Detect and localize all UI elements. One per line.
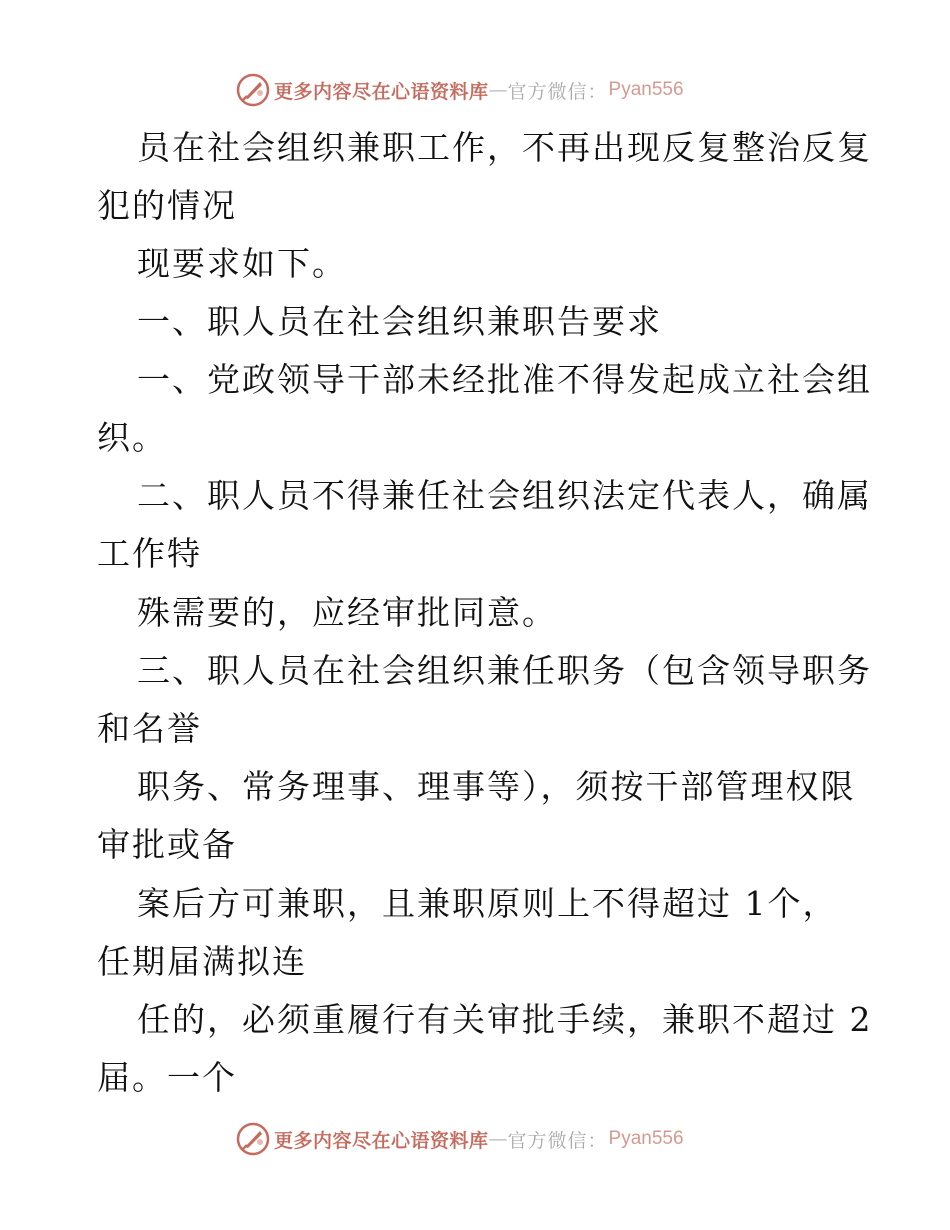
text-line: 员在社会组织兼职工作，不再出现反复整治反复	[137, 128, 872, 167]
text-line: 任的，必须重履行有关审批手续，兼职不超过 2	[137, 1000, 873, 1039]
watermark-side-text: 官方微信：	[507, 1129, 608, 1152]
text-line: 工作特	[97, 534, 202, 573]
watermark-text: 更多内容尽在心语资料库	[274, 1129, 489, 1152]
watermark-text: 更多内容尽在心语资料库	[274, 80, 489, 103]
text-line: 二、职人员不得兼任社会组织法定代表人，确属	[137, 476, 872, 515]
watermark-separator: —	[488, 1128, 508, 1150]
quill-logo-icon	[236, 73, 270, 107]
text-line: 案后方可兼职，且兼职原则上不得超过 1个，	[137, 884, 838, 923]
text-line: 审批或备	[97, 825, 237, 864]
text-line: 届。一个	[97, 1058, 237, 1097]
text-line: 犯的情况	[97, 186, 237, 225]
quill-logo-icon	[236, 1122, 270, 1156]
text-line: 三、职人员在社会组织兼任职务（包含领导职务	[137, 651, 872, 690]
text-line: 殊需要的，应经审批同意。	[137, 593, 557, 632]
text-line: 一、职人员在社会组织兼职告要求	[137, 302, 662, 341]
watermark-id: Pyan556	[608, 1128, 684, 1149]
text-line: 职务、常务理事、理事等），须按干部管理权限	[137, 767, 856, 806]
watermark-side-text: 官方微信：	[507, 80, 608, 103]
watermark-id: Pyan556	[608, 79, 684, 100]
footer-watermark	[236, 1122, 684, 1156]
text-line: 和名誉	[97, 709, 202, 748]
header-watermark	[236, 73, 684, 107]
watermark-separator: —	[488, 79, 508, 101]
text-line: 现要求如下。	[137, 244, 347, 283]
text-line: 一、党政领导干部未经批准不得发起成立社会组	[137, 360, 872, 399]
text-line: 任期届满拟连	[97, 942, 307, 981]
text-line: 织。	[97, 418, 167, 457]
